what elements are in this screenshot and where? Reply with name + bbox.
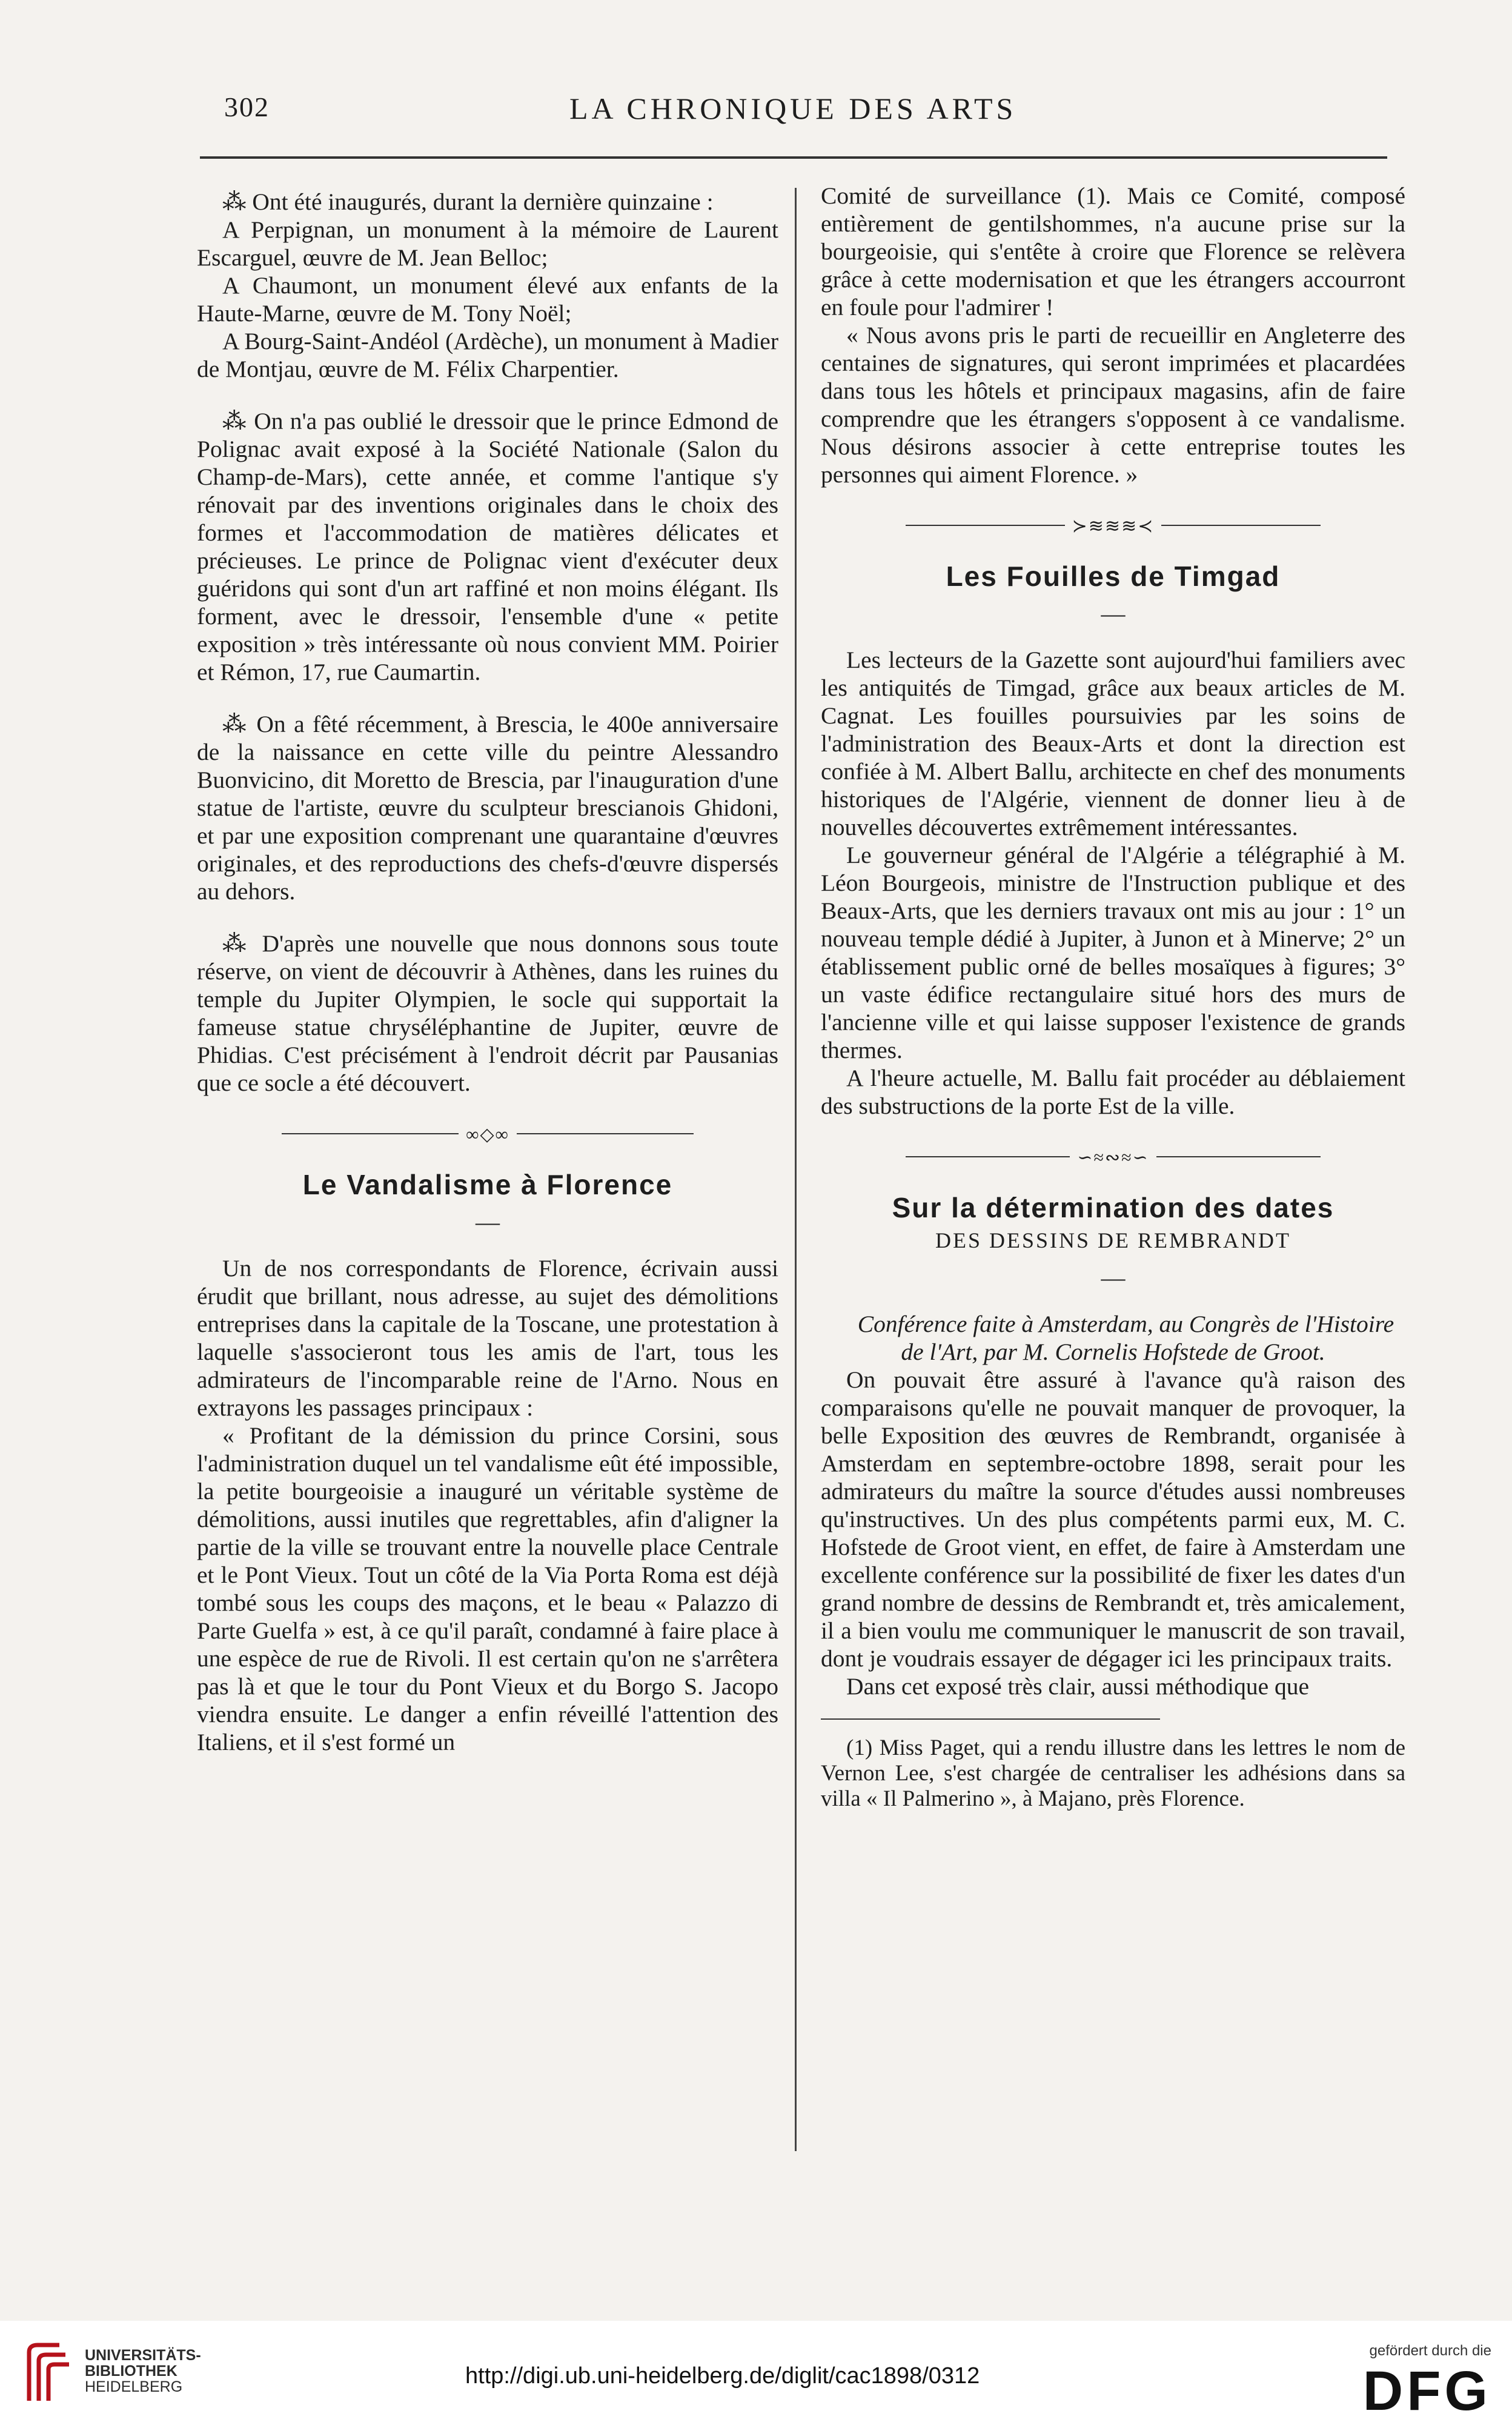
article-paragraph: Les lecteurs de la Gazette sont aujourd'hui familiers avec les antiquités de Timgad, grâce aux beaux articles de M. Cagnat. Les fouilles poursuivies par les soins de l'administration des Beaux-Arts et dont la direction est confiée à M. Albert Ballu, architecte en chef des monuments historiques de l'Algérie, viennent de donner lieu à de nouvelles découvertes extrêmement intéressantes. bbox=[821, 647, 1405, 840]
section-title-vandalisme: Le Vandalisme à Florence bbox=[302, 1169, 673, 1200]
page-number: 302 bbox=[224, 91, 270, 122]
right-column bbox=[821, 182, 1405, 1812]
digitization-footer bbox=[0, 2321, 1512, 2425]
library-logo-icon bbox=[17, 2340, 71, 2407]
article-paragraph: Un de nos correspondants de Florence, écrivain aussi érudit que brillant, nous adresse, au sujet des démolitions entreprises dans la capitale de la Toscane, une protestation à laquelle s'associeront tous les amis de l'art, tous les admirateurs de l'incomparable reine de l'Arno. Nous en extrayons les passages principaux : bbox=[197, 1255, 778, 1421]
section-ornament: ∽≈∾≈∽ bbox=[821, 1142, 1405, 1172]
article-paragraph: Comité de surveillance (1). Mais ce Comité, composé entièrement de gentilshommes, n'a aucune prise sur la bourgeoisie, qui s'entête à croire que Florence se relèvera grâce à cette modernisation et que les étrangers accourront en foule pour l'admirer ! bbox=[821, 182, 1405, 321]
funded-by-label: gefördert durch die bbox=[1369, 2343, 1491, 2359]
article-paragraph: Le gouverneur général de l'Algérie a télégraphié à M. Léon Bourgeois, ministre de l'Instruction publique et des Beaux-Arts, que les derniers travaux ont mis au jour : 1° un nouveau temple dédié à Jupiter, à Junon et à Minerve; 2° un établissement public orné de belles mosaïques à figures; 3° un vaste édifice rectangulaire situé hors des murs de l'ancienne ville et qui laisse supposer l'existence de grands thermes. bbox=[821, 842, 1405, 1063]
news-item-chaumont: A Chaumont, un monument élevé aux enfants de la Haute-Marne, œuvre de M. Tony Noël; bbox=[197, 272, 778, 327]
news-item-bourg-saint-andeol: A Bourg-Saint-Andéol (Ardèche), un monument à Madier de Montjau, œuvre de M. Félix Charpentier. bbox=[197, 328, 778, 382]
article-paragraph: « Nous avons pris le parti de recueillir en Angleterre des centaines de signatures, qui seront imprimées et placardées dans tous les hôtels et principaux magasins, afin de faire comprendre que les étrangers s'opposent à ce vandalisme. Nous désirons associer à cette entreprise toutes les personnes qui aiment Florence. » bbox=[821, 322, 1405, 488]
title-dash: — bbox=[476, 1208, 500, 1236]
news-item-brescia: ⁂ On a fêté récemment, à Brescia, le 400e anniversaire de la naissance en cette ville du peintre Alessandro Buonvicino, dit Moretto de Brescia, par l'inauguration d'une statue de l'artiste, œuvre du sculpteur brescianois Ghidoni, et par une exposition comprenant une quarantaine d'œuvres originales, et des reproductions des chefs-d'œuvre dispersés au dehors. bbox=[197, 711, 778, 905]
running-head bbox=[200, 91, 1411, 139]
footnote-rule bbox=[821, 1718, 1160, 1720]
conference-note: Conférence faite à Amsterdam, au Congrès de l'Histoire de l'Art, par M. Cornelis Hofstede de Groot. bbox=[857, 1311, 1394, 1365]
permalink-url[interactable]: http://digi.ub.uni-heidelberg.de/diglit/cac1898/0312 bbox=[465, 2363, 980, 2389]
section-ornament: ≻≋≋≋≺ bbox=[821, 510, 1405, 541]
title-dash: — bbox=[1101, 600, 1126, 627]
news-item-polignac: ⁂ On n'a pas oublié le dressoir que le prince Edmond de Polignac avait exposé à la Société Nationale (Salon du Champ-de-Mars), cette année, et comme l'antique s'y rénovait par des inventions originales dans le choix des formes et l'accommodation de matières délicates et précieuses. Le prince de Polignac vient d'exécuter deux guéridons qui sont d'un art raffiné et non moins élégant. Ils forment, avec le dressoir, l'ensemble d'une « petite exposition » très intéressante où nous convient MM. Poirier et Rémon, 17, rue Caumartin. bbox=[197, 408, 778, 685]
header-rule bbox=[200, 156, 1387, 159]
article-paragraph: « Profitant de la démission du prince Corsini, sous l'administration duquel un tel vandalisme eût été impossible, la petite bourgeoisie a inauguré un véritable système de démolitions, aussi inutiles que regrettables, afin d'aligner la partie de la ville se trouvant entre la nouvelle place Centrale et le Pont Vieux. Tout un côté de la Via Porta Roma est déjà tombé sous les coups des maçons, et le beau « Palazzo di Parte Guelfa » est, à ce qu'il paraît, condamné à faire place à une espèce de rue de Rivoli. Il est certain qu'on ne s'arrêtera pas là et que le tour du Pont Vieux et du Borgo S. Jacopo viendra ensuite. Le danger a enfin réveillé l'attention des Italiens, et il s'est formé un bbox=[197, 1422, 778, 1755]
article-paragraph: Dans cet exposé très clair, aussi méthodique que bbox=[846, 1673, 1310, 1700]
journal-title: LA CHRONIQUE DES ARTS bbox=[569, 91, 1017, 125]
news-item-inaugurations: ⁂ Ont été inaugurés, durant la dernière quinzaine : bbox=[222, 188, 714, 215]
library-name: UNIVERSITÄTS- BIBLIOTHEK HEIDELBERG bbox=[85, 2347, 201, 2395]
dfg-logo: DFG bbox=[1362, 2360, 1491, 2422]
column-separator bbox=[795, 188, 797, 2151]
section-title-timgad: Les Fouilles de Timgad bbox=[946, 561, 1281, 592]
section-subtitle: DES DESSINS DE REMBRANDT bbox=[935, 1228, 1292, 1252]
title-dash: — bbox=[1101, 1264, 1126, 1291]
left-column bbox=[197, 182, 778, 1756]
section-title-rembrandt: Sur la détermination des dates bbox=[892, 1192, 1335, 1223]
section-ornament: ∞◇∞ bbox=[197, 1119, 778, 1149]
article-paragraph: On pouvait être assuré à l'avance qu'à raison des comparaisons qu'elle ne pouvait manquer de provoquer, la belle Exposition des œuvres de Rembrandt, organisée à Amsterdam en septembre-octobre 1898, serait pour les admirateurs du maître la source d'études aussi nombreuses qu'instructives. Un des plus compétents parmi eux, M. C. Hofstede de Groot vient, en effet, de faire à Amsterdam une excellente conférence sur la possibilité de fixer les dates d'un grand nombre de dessins de Rembrandt et, très amicalement, il a bien voulu me communiquer le manuscrit de son travail, dont je voudrais essayer de dégager ici les principaux traits. bbox=[821, 1366, 1405, 1672]
footnote: (1) Miss Paget, qui a rendu illustre dans les lettres le nom de Vernon Lee, s'est chargée de centraliser les adhésions dans sa villa « Il Palmerino », à Majano, près Florence. bbox=[821, 1735, 1405, 1811]
news-item-perpignan: A Perpignan, un monument à la mémoire de Laurent Escarguel, œuvre de M. Jean Belloc; bbox=[197, 216, 778, 271]
news-item-athenes: ⁂ D'après une nouvelle que nous donnons sous toute réserve, on vient de découvrir à Athènes, dans les ruines du temple du Jupiter Olympien, le socle qui supportait la fameuse statue chryséléphantine de Jupiter, œuvre de Phidias. C'est précisément à l'endroit décrit par Pausanias que ce socle a été découvert. bbox=[197, 930, 778, 1096]
article-paragraph: A l'heure actuelle, M. Ballu fait procéder au déblaiement des substructions de la porte Est de la ville. bbox=[821, 1065, 1405, 1119]
